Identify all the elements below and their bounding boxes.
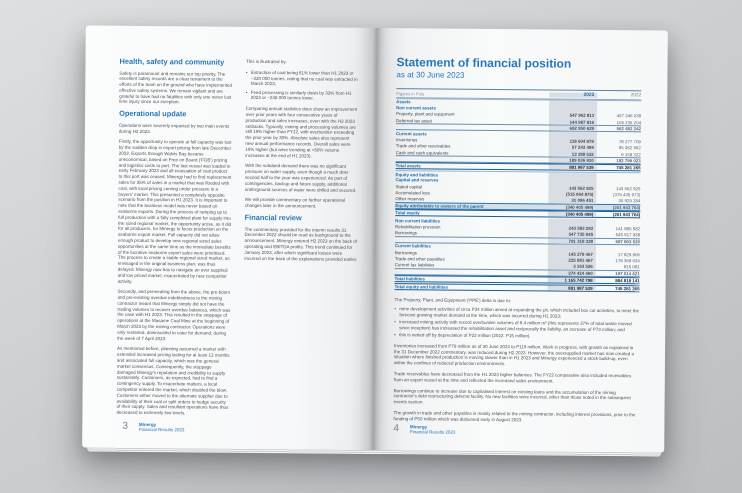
row-label: Inventories	[395, 137, 418, 143]
row-label: Borrowings	[394, 249, 417, 256]
brand-block	[139, 422, 185, 434]
row-value-2022: 457 246 038	[616, 113, 642, 119]
row-value-2022: 30 929 284	[618, 198, 641, 204]
row-label	[396, 159, 549, 160]
paragraph: Trade receivables have decreased from the H1 2023 higher balances. The FY22 comparative also included receivables from an export vessel at the time and reflected the increased sales environment.	[393, 371, 632, 384]
row-value-2022: 815 081	[623, 264, 640, 270]
row-value-2022: 545 917 938	[615, 232, 641, 238]
bullet-item: • mine development activities of circa P34 million aimed at expanding the pit, which included box cut activities, to meet the forecast growing market demand at the time, which was incurred during H1 2023;	[394, 306, 639, 320]
row-label: Accumulated loss	[395, 190, 430, 196]
row-value-2022: 17 829 906	[617, 251, 640, 257]
left-page-column-1	[116, 58, 233, 422]
row-label: Equity attributable to owners of the parent	[395, 203, 484, 209]
row-label: Trade and other payables	[394, 256, 445, 262]
brand-subtitle: Financial Results 2023	[138, 427, 185, 433]
statement-title: Statement of financial position	[396, 55, 572, 71]
row-label	[396, 127, 549, 128]
paragraph: Comparing annual statistics does show an improvement over prior years with four consecutive years of production and sales increases, even with the H2 2023 setbacks. Typically, mining and processing volumes are still 19% higher than FY22, with overburden exceeding the prior year by 30%. Absolute sales also represent new annual performance records. Overall sales were 10% higher (but were trending at >50% volume increases at the end of H1 2023).	[245, 106, 358, 159]
row-value-2023: 3 163 526	[548, 263, 596, 270]
row-label: Deferred tax asset	[396, 117, 432, 124]
financial-position-table	[395, 88, 642, 292]
paragraph: Borrowings continue to increase due to capitalised interest on existing loans and the accumulation of the mining contractor's debt restructuring deferral facility. No new facilities were incurred, other than those noted in the subsequent events section.	[393, 387, 631, 405]
left-page-footer	[122, 422, 184, 434]
row-value-2023: 57 243 499	[549, 144, 597, 151]
left-page-column-2	[243, 59, 360, 423]
row-label: Cash and cash equivalents	[395, 149, 449, 156]
row-value-2022: (201 943 764)	[612, 211, 641, 218]
row-label: Trade and other receivables	[395, 143, 451, 150]
row-value-2022: 143 562 925	[616, 185, 641, 191]
financial-review-paragraph: The commentary provided for the interim results 31 December 2022 should be read as background to the announcement. Minergy entered H2 2023 on the back of operating and EBITDA profits. This trend continued for January 2023, after which significant losses were incurred on the back of the explanations provided earlier.	[244, 226, 358, 262]
row-value-2022: 95 362 992	[618, 145, 641, 151]
operational-update-heading: Operational update	[119, 109, 187, 119]
row-value-2022: 178 369 634	[615, 258, 640, 264]
row-label: Total assets	[395, 163, 421, 169]
row-value-2023: 143 562 925	[548, 184, 596, 191]
paragraph: We will provide commentary on further operational changes later in the announcement.	[244, 197, 346, 209]
row-value-2023: (340 405 499)	[548, 204, 596, 209]
page-number: 4	[393, 422, 399, 435]
brand-subtitle: Financial Results 2023	[409, 429, 456, 436]
illustration-bullet-list	[246, 70, 360, 102]
row-value-2022: 745 281 265	[615, 286, 640, 292]
row-value-2023: (340 405 499)	[548, 211, 596, 216]
row-label	[395, 239, 548, 240]
book-spread	[82, 25, 668, 452]
row-value-2023: 144 987 816	[549, 118, 597, 125]
brand-name: Minergy	[409, 424, 428, 430]
table-body	[395, 98, 642, 292]
paragraph: Inventories increased from P78 million as of 30 June 2022 to P119 million. Work in progress, with growth as explained in the 31 December 2022 commentary, was reduced during H2 2023. However, the oversupplied market has now created a situation where finished production is moving slower than in H1 2023 and Minergy experienced a stock build-up, even within the confines of reduced production environments.	[393, 342, 635, 367]
row-label: Assets	[396, 99, 411, 105]
row-value-2022: 105 236 204	[616, 119, 642, 125]
notes-bullet-list	[394, 306, 639, 340]
right-page-footer	[393, 424, 455, 436]
table-header-2022: 2022	[630, 92, 642, 98]
row-value-2022: 141 885 582	[615, 225, 641, 232]
row-label: Non current assets	[396, 105, 436, 111]
table-row	[395, 283, 640, 292]
notes-block	[393, 297, 639, 424]
row-value-2023: 791 318 338	[548, 238, 596, 243]
health-safety-paragraph: Safety is paramount and remains our top priority. The excellent safety records are a clear testament to the efforts of the team on the ground who have implemented effective safety systems. We remain vigilant and are grateful to have had no fatalities with only one minor lost time injury since our inception.	[119, 70, 233, 105]
row-value-2023: 881 987 539	[548, 285, 596, 290]
page-number: 3	[122, 420, 128, 432]
row-value-2023: 547 735 045	[548, 231, 596, 238]
row-label: Stated capital	[395, 183, 423, 190]
row-value-2022: 78 277 709	[618, 139, 641, 145]
row-value-2023: 547 962 813	[549, 112, 597, 119]
row-value-2023: 189 036 910	[549, 158, 597, 163]
paragraph: Operations were severely impacted by two main events during H2 2023.	[118, 122, 230, 134]
brand-block	[410, 424, 456, 436]
financial-review-heading: Financial review	[244, 212, 302, 223]
row-value-2023: 13 188 532	[549, 151, 597, 158]
row-value-2022: 562 482 242	[616, 126, 641, 132]
notes-paragraphs	[393, 343, 639, 424]
illustration-paragraphs	[245, 106, 359, 210]
bullet-item: • increased mining activity with record overburden volumes of 6.4 million m³ (this represents 37% of total waste moved since inception) has increased the rehabilitation asset and reciprocally the liability, an increase of P73 million; and	[394, 319, 639, 333]
operational-update-paragraphs	[116, 123, 232, 417]
statement-subtitle: as at 30 June 2023	[396, 70, 465, 80]
bullet-item: • Extraction of coal being 61% lower than H1 2023 or ~320 000 tonnes, noting that no coal was extracted in March 2023;	[246, 70, 360, 88]
row-value-2023: 145 279 467	[548, 251, 596, 258]
health-safety-heading: Health, safety and community	[119, 56, 225, 67]
row-value-2022: 687 803 520	[615, 238, 641, 245]
row-label: Rehabilitation provision	[395, 223, 441, 230]
row-value-2023: 225 981 467	[548, 257, 596, 264]
table-header-label: Figures in Pula	[396, 90, 425, 96]
row-value-2022: 9 158 322	[621, 151, 641, 158]
row-value-2023: 374 424 460	[548, 270, 596, 275]
paragraph: Firstly, the opportunity to operate at full capacity was lost by the sudden drop in export pricing from late December 2022. Exports through Walvis Bay became uneconomical, based on Free on Board ('FOB') pricing and logistics costs to port. The last vessel was loaded in early February 2023 and all evacuation of coal product to this port was ceased. Minergy had to find replacement sales for 35% of sales in a market that was flooded with coal, with local pricing coming under pressure in a buyers' market. This presented a completely opposite scenario from the position in H1 2023. It is important to note that the business model was never based on seaborne exports. During the process of ramping up to full production with a fully completed plant for supply into the sized regional market, the opportunity arose, as it did for all producers, for Minergy to focus production on the seaborne export market. Full capacity did not allow enough product to develop new regional sized sales opportunities at the same time as the immediate benefits of the lucrative seaborne export sales were prioritised. The process to create a stable regional sized market, as envisaged in the original business plan, was thus delayed. Minergy now has to navigate an over supplied and low priced market, exacerbated by new competitor activity.	[117, 139, 232, 284]
row-value-2023: 243 583 293	[548, 225, 596, 232]
paragraph: Secondly, and permeating from the above, the pre-boom and pre-existing overdue indebtedness to the mining contractor meant that Minergy simply did not have the trading volumes to recover overdue balances, which was the case with H1 2023. This resulted in the stoppage of operations at the Masame Coal Mine at the beginning of March 2023 by the mining contractor. Operations were only restarted, downscaled to cater for demand, during the week of 7 April 2023.	[117, 289, 231, 341]
row-label: Equity and liabilities	[395, 171, 439, 178]
paragraph: With the subdued demand there was no significant pressure on water supply, even though a much drier second half to the year was experienced. As part of contingencies, backup and future supply, additional underground sources of water were drilled and secured.	[244, 163, 357, 193]
row-label: Total equity and liabilities	[394, 284, 448, 290]
left-page	[82, 25, 377, 450]
row-value-2023: 118 604 879	[549, 138, 597, 145]
pages	[82, 25, 668, 452]
row-label: Property, plant and equipment	[396, 111, 455, 117]
row-value-2022: (376 435 973)	[613, 191, 641, 198]
paragraph: As mentioned before, planning assumed a market with extended increased pricing lasting for at least 12 months and associated full capacity, which was the general market consensus. Consequently, the stoppage damaged Minergy's reputation and credibility to supply sustainably. Customers, as expected, had to find a contingency supply. To exacerbate matters, a local competitor entered the market, which doubled the blow. Customers either moved to the alternate supplier due to availability of their coal or split orders to hedge security of their supply. Sales and resultant operations have thus decreased to extremely low levels.	[116, 346, 230, 416]
bullet-item: • this is netted off by depreciation of P22 million (2022: P15 million).	[394, 332, 639, 340]
row-label: Current liabilities	[394, 243, 431, 249]
row-value-2022: 884 818 141	[615, 278, 640, 284]
paragraph: The growth in trade and other payables is mainly related to the mining contractor, including interest provisions, prior to the funding of P50 million which was disbursed early in August 2023.	[393, 410, 636, 422]
row-value-2022: (201 943 764)	[612, 204, 641, 211]
row-value-2022: 182 799 023	[616, 158, 641, 164]
row-label: Capital and reserves	[395, 177, 439, 183]
brand-name: Minergy	[138, 421, 157, 427]
row-value-2023: 31 096 451	[548, 197, 596, 204]
table-header-2023: 2023	[549, 92, 597, 97]
row-label: Borrowings	[395, 230, 418, 236]
row-label: Non current liabilities	[395, 217, 441, 224]
row-value-2023: 692 950 629	[549, 126, 597, 131]
row-label: Other reserves	[395, 196, 425, 202]
row-value-2023: 1 165 742 798	[548, 277, 596, 282]
notes-lead: The Property, Plant, and Equipment ('PPE') delta is due to:	[394, 297, 512, 304]
row-label	[395, 272, 548, 273]
row-value-2022: 197 014 621	[615, 271, 640, 277]
row-label: Current assets	[395, 131, 427, 137]
row-value-2023: (515 064 875)	[548, 191, 596, 198]
row-value-2022: 745 281 265	[616, 165, 641, 171]
row-label: Total liabilities	[394, 276, 425, 282]
bullet-item: • Feed processing is similarly down by 33% from H1 2023 or ~248 000 tonnes lower.	[246, 90, 360, 103]
row-value-2023: 881 987 539	[549, 165, 597, 170]
row-label: Current tax liabilities	[394, 262, 435, 268]
illustration-lead: This is illustrated by:	[246, 58, 287, 65]
right-page	[373, 28, 668, 453]
row-label: Total equity	[395, 210, 420, 216]
